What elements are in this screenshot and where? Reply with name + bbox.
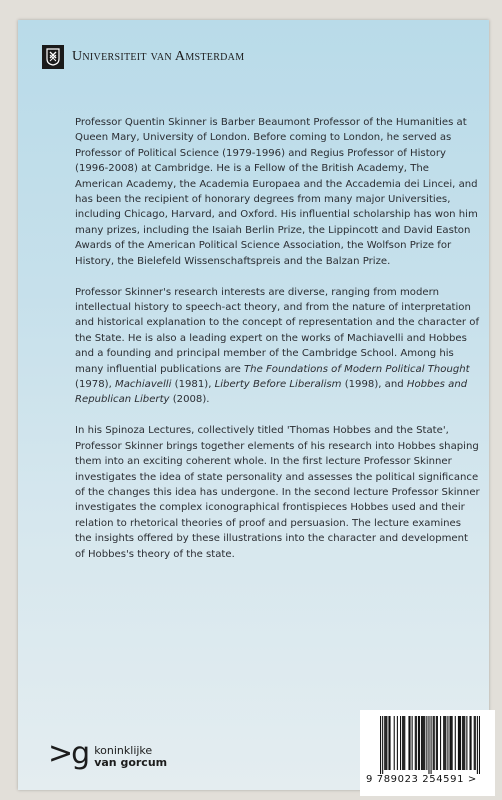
barcode-bar [460,716,461,770]
barcode-bar [424,716,425,770]
barcode-bar [400,716,401,770]
barcode-bar [416,716,417,770]
book-title: The Foundations of Modern Political Thought [244,363,470,375]
barcode-bar [404,716,405,770]
barcode-bar [477,716,478,774]
publisher-line-2: van gorcum [94,756,168,769]
barcode-bar [388,716,389,770]
barcode-bar [444,716,445,770]
barcode-bar [415,716,416,770]
barcode-bar [386,716,387,770]
barcode-bar [440,716,441,770]
barcode-bar [412,716,413,770]
barcode-bar [394,716,395,770]
back-cover [18,20,489,790]
barcode-bar [462,716,463,770]
barcode-bar [418,716,419,770]
barcode-bar [409,716,410,770]
barcode-bar [428,716,429,774]
publisher-mark-icon: >g [48,736,89,771]
barcode-bar [452,716,453,770]
barcode-bar [419,716,420,770]
blurb-text [75,115,480,577]
barcode-bar [380,716,381,774]
barcode-bar [385,716,386,770]
barcode-bar [402,716,403,770]
barcode-bar [463,716,464,770]
research-paragraph [75,285,480,408]
isbn-barcode [360,710,495,796]
barcode-bar [458,716,459,770]
barcode-bar [449,716,450,770]
bio-paragraph: Professor Quentin Skinner is Barber Beaumont Professor of the Humanities at Queen Mary, University of London. Before coming to London, he served as Professor of Political Science (1979-1996) and Regius Professor of History (1996-2008) at Cambridge. He is a Fellow of the British Academy, The American Academy, the Academia Europaea and the Accademia dei Lincei, and has been the recipient of honorary degrees from many major Universities, including Chicago, Harvard, and Oxford. His influential scholarship has won him many prizes, including the Isaiah Berlin Prize, the Lippincott and David Easton Awards of the American Political Science Association, the Wolfson Prize for History, the Bielefeld Wissenschaftspreis and the Balzan Prize. [75,117,478,267]
book-year: (1981), [171,379,215,390]
barcode-bar [434,716,435,770]
barcode-bar [433,716,434,770]
book-year: (2008). [169,394,210,406]
barcode-bar [464,716,465,770]
barcode-bar [403,716,404,770]
barcode-bar [426,716,427,770]
publisher-line-1: koninklijke [94,744,153,757]
barcode-bar [479,716,480,774]
barcode-bar [475,716,476,770]
barcode-bar [436,716,437,770]
barcode-bar [451,716,452,770]
barcode-bar [423,716,424,770]
barcode-bar [455,716,456,770]
barcode-digits: 9 789023 254591 > [366,774,477,785]
university-name: Universiteit van Amsterdam [72,49,245,64]
barcode-bar [469,716,470,770]
barcode-bar [471,716,472,770]
barcode-bar [466,716,467,770]
barcode-bar [447,716,448,770]
research-text: Professor Skinner's research interests are diverse, ranging from modern intellectual history to speech-act theory, and from the nature of interpretation and historical explanation to the concept of representation and the character of the State. He is also a leading expert on the works of Machiavelli and Hobbes and a founding and principal member of the Cambridge School. Among his many influential publications are [75,286,480,375]
publisher-name [94,745,167,769]
book-year: (1998), and [341,379,407,390]
uva-crest-icon [42,45,64,69]
book-year: (1978), [75,379,115,390]
book-title: Machiavelli [114,379,172,390]
barcode-bar [397,716,398,770]
barcode-bars [380,716,480,774]
barcode-bar [445,716,446,770]
university-header [42,44,244,70]
barcode-bar [422,716,423,770]
barcode-bar [382,716,383,774]
barcode-bar [431,716,432,774]
publisher-logo [48,736,168,772]
barcode-bar [459,716,460,770]
barcode-bar [389,716,390,770]
barcode-bar [437,716,438,770]
barcode-bar [474,716,475,770]
barcode-bar [421,716,422,770]
lectures-paragraph: In his Spinoza Lectures, collectively titled 'Thomas Hobbes and the State', Professor Skinner brings together elements of his research into Hobbes shaping them into an exciting coherent whole. In the first lecture Professor Skinner investigates the idea of state personality and assesses the political significance of the changes this idea has undergone. In the second lecture Professor Skinner investigates the complex iconographical frontispieces Hobbes used and their relation to rhetorical theories of proof and persuasion. The lecture examines the insights offered by these illustrations into the character and development of Hobbes's theory of the state. [75,425,480,560]
book-title: Liberty Before Liberalism [214,379,342,390]
barcode-bar [408,716,409,770]
barcode-bar [443,716,444,770]
book-title: Hobbes and Republican Liberty [75,379,468,406]
barcode-bar [384,716,385,770]
